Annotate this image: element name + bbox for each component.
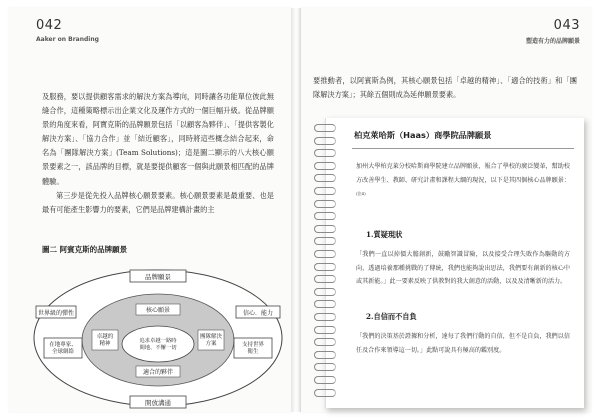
notebook-ring [314,389,336,397]
diagram-core-title: 核心願景 [145,307,171,314]
diagram-outer-left-lower-line-1: 在地專家、 [49,342,77,348]
right-page-number: 043 [553,18,580,33]
card-intro-text: 加州大學柏克萊分校哈斯商學院建立品牌願景，報合了學校的廣泛變革，幫助校方改善學生、教師、研究計畫和課程大綱的現況，以下是其四個核心品牌願景： [356,163,570,184]
left-paragraph-1: 及服務，要以提供顧客需求的解決方案為導向，同時讓各功能單位彼此無縫合作，這種策略標示出企業文化及運作方式的一個巨幅升級。從品牌願景的角度來看，阿寶克斯的品牌願景包括「以顧客為夥伴」、「提供客製化解決方案」、「協力合作」並「結近顧客」，同時將這些概念結合起來，命名為「團隊解決方案」(Team Solutions)；這是圖二顯示的八大核心願景要素之一，該品牌的目標，就是要提供顧客一個與此願景相匹配的品牌體驗。 [42,92,274,186]
notebook-ring [314,187,336,195]
brand-vision-diagram [30,262,286,412]
diagram-top-label: 品牌願景 [145,273,171,281]
card-section-2-text: 「我們的決策基於證據和分析，達每了我們行動的自信，但不是自負，我們以信任及合作來領導這一切。」此點可說具有極高的鑑別度。 [356,333,570,354]
right-top-text: 要推動者，以阿賓斯為例，其核心願景包括「卓越的精神」、「適合的技術」和「團隊解決方案」；其餘五個則成為延伸願景要素。 [313,76,577,100]
left-running-head: Aaker on Branding [36,36,99,43]
card-section-1-title: 1.質疑現狀 [366,230,403,239]
notebook-ring [314,351,336,359]
diagram-bottom-label: 開放溝通 [145,399,171,407]
card-intro-note: (注4) [356,191,366,197]
left-page-number: 042 [36,18,63,33]
diagram-core-right-line-1: 團隊解決 [199,334,223,340]
left-paragraph-2: 第三步是從先投入品牌核心願景要素。核心願景要素是最重要、也是最有可能產生影響力的要素，它們是品牌建構計畫的主 [42,190,274,214]
diagram-outer-right-lower-line-2: 衛生 [247,349,259,355]
diagram-outer-left-lower-label [49,340,77,355]
notebook-ring [314,225,336,233]
notebook-ring [314,250,336,258]
notebook-ring [314,137,336,145]
diagram-center-label [139,336,177,351]
card-divider [352,148,574,149]
notebook-ring [314,149,336,157]
figure-title: 圖二 阿賓克斯的品牌願景 [42,245,128,254]
notebook-ring [314,212,336,220]
diagram-center-line-2: 間地、不懈一切 [139,345,177,351]
notebook-ring [314,275,336,283]
diagram-outer-right-lower-line-1: 支持世界 [241,342,265,348]
notebook-ring [314,174,336,182]
notebook-rings [314,124,338,404]
notebook-ring [314,313,336,321]
right-page [301,8,592,412]
notebook-ring [314,200,336,208]
notebook-ring [314,124,336,132]
case-study-card [325,118,584,408]
notebook-ring [314,263,336,271]
book-gutter [291,8,301,412]
left-page [8,8,291,412]
card-intro [356,160,570,204]
card-section-1-text: 「我們一直以掉價大膽創新，鼓勵智識冒險，以及接受合理失敗作為驅動的方向，透過培養那種挑戰的了傳統，我們也能夠說出思法，我們要有創新的核心中或其新能。」此一要素反映了供教對的我大創意的活動，以及及清晰新的活力。 [356,251,570,286]
diagram-outer-left-label: 世界級的彈性 [37,310,75,317]
notebook-ring [314,363,336,371]
notebook-ring [314,376,336,384]
diagram-core-left-line-2: 精神 [99,341,111,347]
diagram-core-bottom-label: 適合的夥伴 [142,369,174,376]
notebook-ring [314,237,336,245]
card-title: 柏克萊哈斯（Haas）商學院品牌願景 [354,130,492,140]
right-running-head: 塑造有力的品牌願景 [525,38,580,45]
left-body-text [42,90,274,217]
diagram-center-line-1: 追求卓越一路時 [139,338,177,344]
diagram-outer-right-label: 信心．能力 [242,310,274,317]
notebook-ring [314,288,336,296]
card-section-2-title: 2.自信而不自負 [366,312,417,321]
notebook-ring [314,162,336,170]
diagram-core-right-line-2: 方案 [205,341,217,347]
notebook-ring [314,300,336,308]
diagram-outer-left-lower-line-2: 全球網絡 [51,349,75,355]
notebook-ring [314,338,336,346]
diagram-core-left-line-1: 卓越的 [96,334,114,340]
notebook-ring [314,326,336,334]
